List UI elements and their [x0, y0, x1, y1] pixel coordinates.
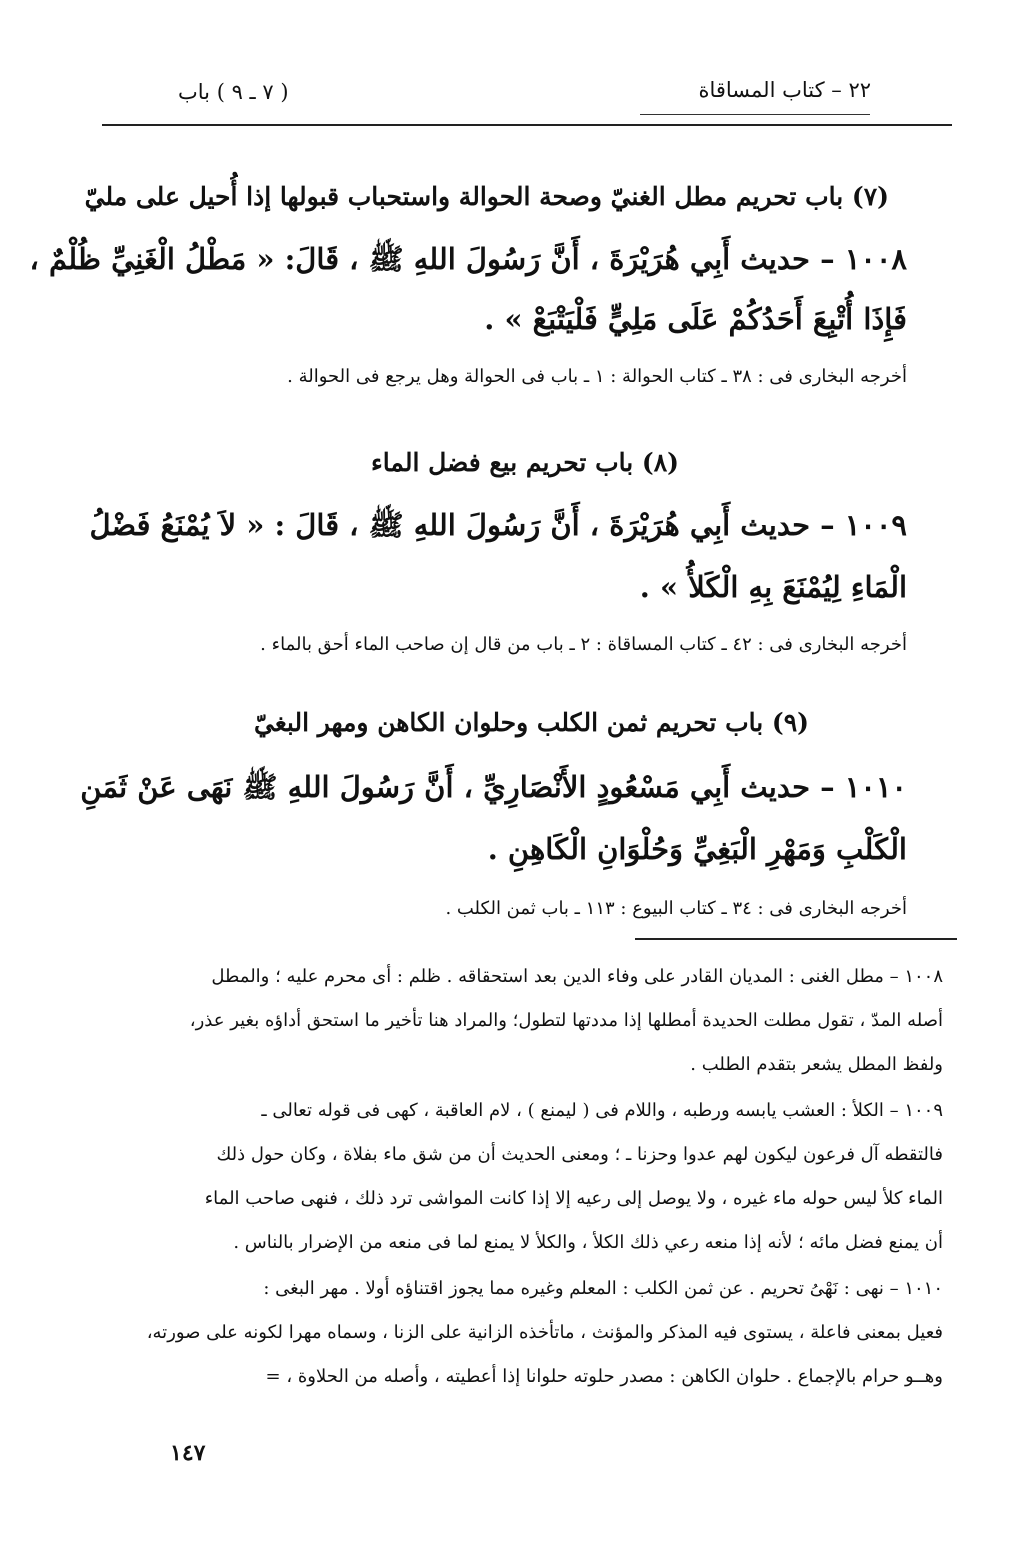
hadith-1008-line2: فَإِذَا أُتْبِعَ أَحَدُكُمْ عَلَى مَلِيٍّ فَلْيَتْبَعْ » .	[484, 302, 907, 336]
footnote-line: ١٠١٠ – نهى : نَهْىُ تحريم . عن ثمن الكلب : المعلم وغيره مما يجوز اقتناؤه أولا . مهر البغى :	[263, 1278, 943, 1299]
footnote-line: الماء كلأ ليس حوله ماء غيره ، ولا يوصل إلى رعيه إلا إذا كانت المواشى ترد ذلك ، فنهى صاحب الماء	[204, 1188, 943, 1209]
footnote-line: ١٠٠٩ – الكلأ : العشب يابسه ورطبه ، واللام فى ( ليمنع ) ، لام العاقبة ، كهى فى قوله تعالى ـ	[261, 1100, 943, 1121]
page-number: ١٤٧	[170, 1440, 206, 1466]
footnote-line: أصله المدّ ، تقول مطلت الحديدة أمطلها إذا مددتها لتطول؛ والمراد هنا تأخير ما استحق أداؤه بغير عذر،	[189, 1010, 943, 1031]
footnote-rule	[635, 938, 957, 940]
footnote-line: فالتقطه آل فرعون ليكون لهم عدوا وحزنا ـ ؛ ومعنى الحديث أن من شق ماء بفلاة ، وكان حول ذلك	[216, 1144, 943, 1165]
chapter-range: ( ٧ ـ ٩ ) باب	[178, 80, 289, 104]
section-heading-8: (٨) باب تحريم بيع فضل الماء	[371, 448, 679, 477]
section-heading-7: (٧) باب تحريم مطل الغنيّ وصحة الحوالة واستحباب قبولها إذا أُحيل على مليّ	[84, 182, 889, 211]
footnote-line: أن يمنع فضل مائه ؛ لأنه إذا منعه رعي ذلك الكلأ ، والكلأ لا يمنع لما فى منعه من الإضرار بالناس .	[233, 1232, 943, 1253]
header-underline	[640, 114, 870, 115]
footnote-line: ١٠٠٨ – مطل الغنى : المديان القادر على وفاء الدين بعد استحقاقه . ظلم : أى محرم عليه ؛ والمطل	[211, 966, 943, 987]
footnote-line: وهــو حرام بالإجماع . حلوان الكاهن : مصدر حلوته حلوانا إذا أعطيته ، وأصله من الحلاوة ، =	[265, 1366, 943, 1387]
hadith-1010-line2: الْكَلْبِ وَمَهْرِ الْبَغِيِّ وَحُلْوَانِ الْكَاهِنِ .	[487, 832, 907, 866]
footnote-line: ولفظ المطل يشعر بتقدم الطلب .	[690, 1054, 943, 1075]
source-1008: أخرجه البخارى فى : ٣٨ ـ كتاب الحوالة : ١ ـ باب فى الحوالة وهل يرجع فى الحوالة .	[287, 366, 907, 387]
header-rule	[102, 124, 952, 126]
source-1009: أخرجه البخارى فى : ٤٢ ـ كتاب المساقاة : ٢ ـ باب من قال إن صاحب الماء أحق بالماء .	[260, 634, 907, 655]
hadith-1010-line1: ١٠١٠ – حديث أَبِي مَسْعُودٍ الأَنْصَارِيِّ ، أَنَّ رَسُولَ اللهِ ﷺ نَهَى عَنْ ثَمَنِ	[80, 770, 907, 804]
running-title: ٢٢ – كتاب المساقاة	[698, 78, 871, 102]
footnote-line: فعيل بمعنى فاعلة ، يستوى فيه المذكر والمؤنث ، ماتأخذه الزانية على الزنا ، وسماه مهرا لكونه على صورته،	[146, 1322, 943, 1343]
hadith-1009-line1: ١٠٠٩ – حديث أَبِي هُرَيْرَةَ ، أَنَّ رَسُولَ اللهِ ﷺ ، قَالَ : « لاَ يُمْنَعُ فَضْلُ	[89, 508, 907, 542]
hadith-1009-line2: الْمَاءِ لِيُمْنَعَ بِهِ الْكَلأُ » .	[639, 570, 907, 604]
source-1010: أخرجه البخارى فى : ٣٤ ـ كتاب البيوع : ١١٣ ـ باب ثمن الكلب .	[445, 898, 907, 919]
section-heading-9: (٩) باب تحريم ثمن الكلب وحلوان الكاهن ومهر البغيّ	[254, 708, 809, 737]
hadith-1008-line1: ١٠٠٨ – حديث أَبِي هُرَيْرَةَ ، أَنَّ رَسُولَ اللهِ ﷺ ، قَالَ: « مَطْلُ الْغَنِيِّ ظُلْمٌ ،	[29, 242, 907, 276]
